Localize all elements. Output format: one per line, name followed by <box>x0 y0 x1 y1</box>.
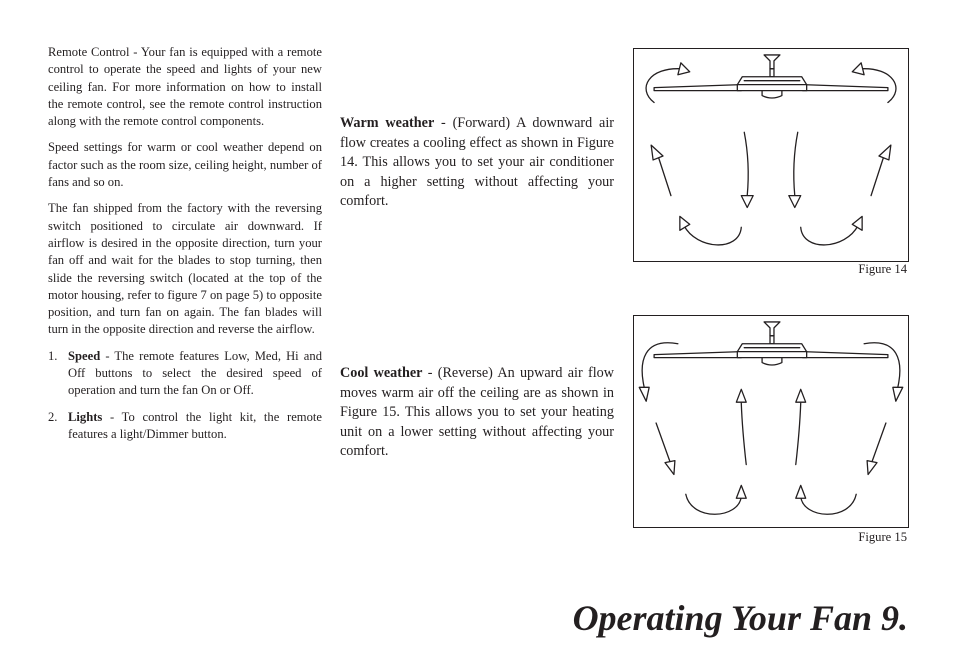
warm-weather-text: - (Forward) A downward air flow creates a cooling effect as shown in Figure 14. This allows you to set your air conditioner on a higher setting without affecting your comfort. <box>340 115 614 210</box>
list-item-title: Lights <box>68 409 103 424</box>
airflow-arrows <box>639 343 903 514</box>
list-item-title: Speed <box>68 348 101 363</box>
figure-15-diagram <box>633 315 909 528</box>
warm-weather-heading: Warm weather <box>340 115 435 131</box>
reversing-switch-paragraph: The fan shipped from the factory with the reversing switch positioned to circulate air downward. If airflow is desired in the opposite direction, turn your fan off and wait for the blades to stop turning, then slide the reversing switch (located at the top of the motor housing, refer to figure 7 on page 5) to opposite position, and turn fan on again. The fan blades will turn in the opposite direction and reverse the airflow. <box>48 201 322 337</box>
left-column <box>48 44 322 452</box>
list-number: 2. <box>48 409 58 424</box>
ceiling-fan-icon <box>654 55 888 98</box>
speed-settings-paragraph: Speed settings for warm or cool weather depend on factor such as the room size, ceiling height, number of fans and so on. <box>48 140 322 190</box>
cool-weather-text: - (Reverse) An upward air flow moves warm air off the ceiling are as shown in Figure 15. This allows you to set your heating unit on a lower setting without affecting your comfort. <box>340 365 614 460</box>
remote-control-paragraph: Remote Control - Your fan is equipped with a remote control to operate the speed and lights of your new ceiling fan. For more information on how to install the remote control, see the remote control instruction along with the remote control components. <box>48 45 322 129</box>
page-title: Operating Your Fan 9. <box>572 598 908 638</box>
list-item-text: - The remote features Low, Med, Hi and Off buttons to select the desired speed of operation and turn the fan On or Off. <box>68 348 322 398</box>
cool-weather-heading: Cool weather <box>340 365 423 381</box>
list-number: 1. <box>48 348 58 363</box>
figure-14-caption: Figure 14 <box>858 262 907 276</box>
cool-weather-paragraph <box>340 364 614 462</box>
list-item-lights <box>48 409 322 444</box>
ceiling-fan-icon <box>654 322 888 365</box>
figure-15-caption: Figure 15 <box>858 530 907 544</box>
figure-14-diagram <box>633 48 909 262</box>
list-item-text: - To control the light kit, the remote features a light/Dimmer button. <box>68 409 322 441</box>
warm-weather-paragraph <box>340 114 614 212</box>
list-item-speed <box>48 348 322 400</box>
